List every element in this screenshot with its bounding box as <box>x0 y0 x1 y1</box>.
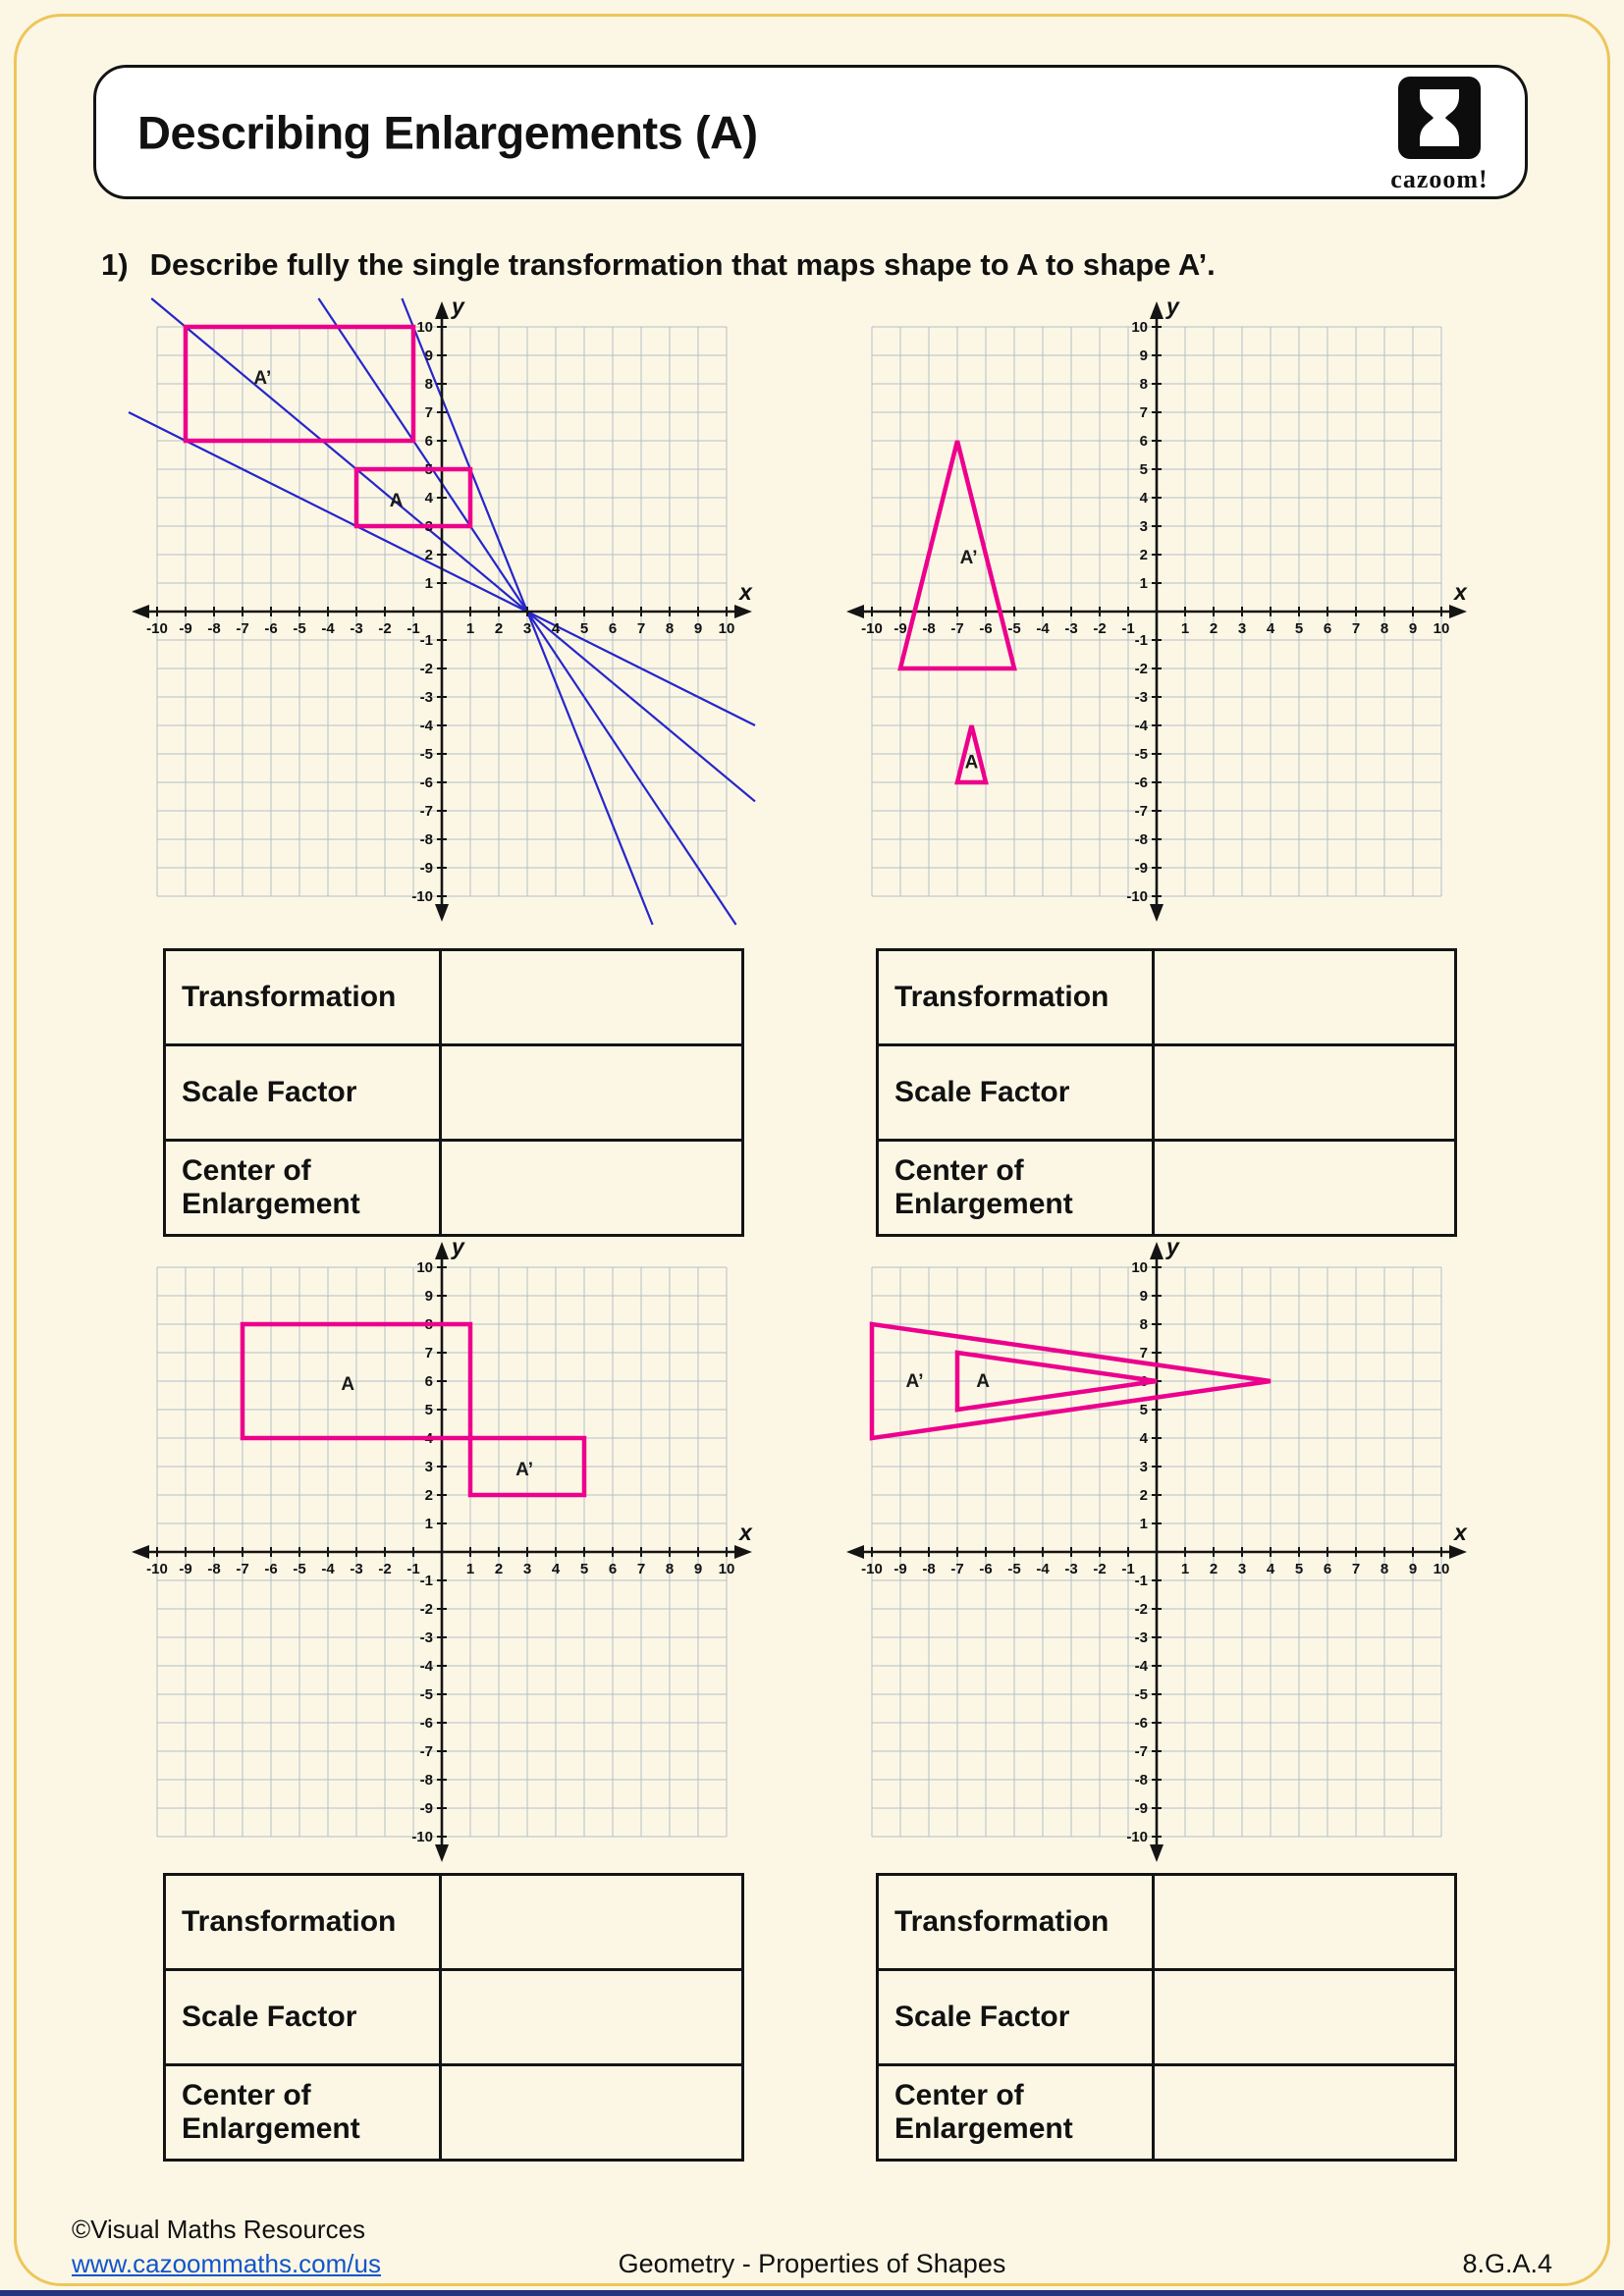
svg-text:-3: -3 <box>1134 689 1148 706</box>
svg-text:-7: -7 <box>236 1561 249 1577</box>
svg-text:1: 1 <box>1139 575 1148 592</box>
svg-text:3: 3 <box>424 518 433 535</box>
svg-text:-4: -4 <box>321 620 335 637</box>
svg-text:8: 8 <box>424 1316 433 1333</box>
svg-text:x: x <box>1454 1520 1467 1545</box>
svg-text:9: 9 <box>424 347 433 364</box>
svg-text:-2: -2 <box>1134 661 1148 677</box>
svg-text:8: 8 <box>1380 1561 1389 1577</box>
cazoom-logo <box>1376 77 1503 194</box>
svg-text:9: 9 <box>424 1288 433 1305</box>
svg-text:y: y <box>452 1238 464 1259</box>
svg-text:3: 3 <box>1237 1561 1247 1577</box>
svg-text:-4: -4 <box>321 1561 335 1577</box>
svg-text:10: 10 <box>1433 620 1450 637</box>
table-row <box>878 1970 1456 2065</box>
svg-text:-5: -5 <box>419 746 433 763</box>
svg-text:-6: -6 <box>419 1715 433 1732</box>
svg-text:2: 2 <box>1139 1487 1148 1504</box>
svg-text:-2: -2 <box>1134 1601 1148 1618</box>
svg-text:1: 1 <box>1139 1516 1148 1532</box>
svg-text:9: 9 <box>1408 1561 1418 1577</box>
svg-text:6: 6 <box>424 433 433 450</box>
answer-cell-scale-factor <box>441 1045 743 1141</box>
svg-text:-4: -4 <box>419 718 433 734</box>
row-label-center-of-enlargement: Center of Enlargement <box>878 1141 1154 1236</box>
svg-text:-10: -10 <box>146 1561 168 1577</box>
svg-text:-8: -8 <box>419 1772 433 1789</box>
row-label-transformation: Transformation <box>878 1875 1154 1970</box>
svg-text:A’: A’ <box>515 1459 534 1480</box>
svg-text:1: 1 <box>424 575 433 592</box>
svg-text:7: 7 <box>1351 620 1361 637</box>
svg-text:1: 1 <box>1180 620 1190 637</box>
svg-text:1: 1 <box>465 620 475 637</box>
svg-text:-9: -9 <box>1134 860 1148 877</box>
svg-text:-7: -7 <box>236 620 249 637</box>
svg-text:-2: -2 <box>1093 1561 1107 1577</box>
svg-text:-8: -8 <box>922 620 936 637</box>
table-row <box>878 2065 1456 2161</box>
svg-text:7: 7 <box>636 1561 646 1577</box>
svg-text:-3: -3 <box>350 1561 363 1577</box>
row-label-scale-factor: Scale Factor <box>165 1045 441 1141</box>
svg-text:-1: -1 <box>406 620 420 637</box>
svg-text:10: 10 <box>416 1259 433 1276</box>
svg-text:-2: -2 <box>378 620 392 637</box>
svg-text:y: y <box>1166 1238 1179 1259</box>
table-row <box>165 1970 743 2065</box>
svg-text:2: 2 <box>494 620 504 637</box>
svg-text:5: 5 <box>1139 461 1148 478</box>
answer-cell-center-of-enlargement <box>1154 2065 1456 2161</box>
svg-text:4: 4 <box>551 1561 561 1577</box>
svg-text:-5: -5 <box>1134 1686 1148 1703</box>
svg-text:10: 10 <box>1131 1259 1148 1276</box>
svg-text:-1: -1 <box>1134 632 1148 649</box>
svg-text:A: A <box>389 490 404 511</box>
cazoom-logo-text: cazoom! <box>1390 165 1489 193</box>
svg-text:3: 3 <box>522 1561 532 1577</box>
svg-text:-8: -8 <box>207 1561 221 1577</box>
svg-text:-9: -9 <box>419 860 433 877</box>
svg-text:-10: -10 <box>861 1561 883 1577</box>
svg-text:-1: -1 <box>419 1573 433 1589</box>
table-row <box>165 1875 743 1970</box>
copyright-text: ©Visual Maths Resources <box>72 2215 366 2244</box>
svg-text:A’: A’ <box>959 547 978 568</box>
svg-text:8: 8 <box>1139 1316 1148 1333</box>
svg-text:10: 10 <box>1433 1561 1450 1577</box>
svg-text:-8: -8 <box>207 620 221 637</box>
bottom-border-line <box>0 2290 1624 2296</box>
svg-text:2: 2 <box>1209 1561 1218 1577</box>
svg-text:-1: -1 <box>1134 1573 1148 1589</box>
svg-text:-1: -1 <box>1121 620 1135 637</box>
svg-text:-6: -6 <box>419 774 433 791</box>
svg-text:4: 4 <box>551 620 561 637</box>
table-row <box>165 1045 743 1141</box>
svg-text:2: 2 <box>494 1561 504 1577</box>
svg-text:-10: -10 <box>1126 1829 1148 1845</box>
svg-text:5: 5 <box>1294 1561 1304 1577</box>
svg-text:1: 1 <box>1180 1561 1190 1577</box>
coordinate-grid-4 <box>842 1238 1471 1866</box>
svg-text:3: 3 <box>1237 620 1247 637</box>
svg-text:6: 6 <box>608 1561 618 1577</box>
table-row <box>878 1045 1456 1141</box>
table-row <box>878 950 1456 1045</box>
svg-text:9: 9 <box>1408 620 1418 637</box>
svg-text:-4: -4 <box>419 1658 433 1675</box>
svg-text:-6: -6 <box>979 1561 993 1577</box>
svg-text:A’: A’ <box>905 1371 924 1392</box>
svg-text:-6: -6 <box>1134 774 1148 791</box>
svg-text:-3: -3 <box>1134 1629 1148 1646</box>
svg-text:9: 9 <box>693 1561 703 1577</box>
answer-cell-scale-factor <box>1154 1970 1456 2065</box>
svg-text:6: 6 <box>608 620 618 637</box>
answer-table-3 <box>163 1873 744 2162</box>
svg-text:8: 8 <box>1380 620 1389 637</box>
svg-text:2: 2 <box>424 1487 433 1504</box>
svg-text:-1: -1 <box>419 632 433 649</box>
svg-text:4: 4 <box>1266 1561 1275 1577</box>
table-row <box>165 950 743 1045</box>
svg-text:A: A <box>964 752 979 774</box>
row-label-transformation: Transformation <box>165 950 441 1045</box>
svg-text:7: 7 <box>424 404 433 421</box>
svg-text:-4: -4 <box>1134 1658 1148 1675</box>
svg-text:-4: -4 <box>1134 718 1148 734</box>
svg-text:-5: -5 <box>1134 746 1148 763</box>
svg-text:6: 6 <box>1323 620 1332 637</box>
svg-text:-2: -2 <box>378 1561 392 1577</box>
svg-text:-2: -2 <box>419 1601 433 1618</box>
svg-text:-9: -9 <box>1134 1800 1148 1817</box>
row-label-center-of-enlargement: Center of Enlargement <box>165 1141 441 1236</box>
svg-text:y: y <box>1166 297 1179 319</box>
page-title: Describing Enlargements (A) <box>137 106 758 158</box>
row-label-transformation: Transformation <box>165 1875 441 1970</box>
standard-code: 8.G.A.4 <box>1462 2249 1552 2278</box>
svg-text:4: 4 <box>1139 490 1148 507</box>
svg-text:5: 5 <box>424 461 433 478</box>
svg-text:x: x <box>739 1520 752 1545</box>
svg-text:10: 10 <box>1131 319 1148 336</box>
svg-text:-7: -7 <box>950 620 964 637</box>
svg-text:A’: A’ <box>253 368 272 390</box>
svg-text:-4: -4 <box>1036 1561 1050 1577</box>
svg-text:7: 7 <box>424 1345 433 1362</box>
answer-cell-transformation <box>1154 950 1456 1045</box>
row-label-center-of-enlargement: Center of Enlargement <box>878 2065 1154 2161</box>
answer-table-2 <box>876 948 1457 1237</box>
svg-text:-7: -7 <box>1134 1743 1148 1760</box>
svg-text:3: 3 <box>1139 1459 1148 1475</box>
svg-text:4: 4 <box>1139 1430 1148 1447</box>
row-label-scale-factor: Scale Factor <box>165 1970 441 2065</box>
svg-text:2: 2 <box>1209 620 1218 637</box>
svg-text:-10: -10 <box>411 888 433 905</box>
row-label-center-of-enlargement: Center of Enlargement <box>165 2065 441 2161</box>
answer-table-4 <box>876 1873 1457 2162</box>
svg-text:-9: -9 <box>419 1800 433 1817</box>
svg-text:-8: -8 <box>922 1561 936 1577</box>
svg-text:5: 5 <box>579 1561 589 1577</box>
svg-text:-9: -9 <box>179 620 192 637</box>
hourglass-logo-icon <box>1398 77 1481 159</box>
svg-text:-3: -3 <box>1064 620 1078 637</box>
svg-text:7: 7 <box>1139 1345 1148 1362</box>
coordinate-grid-3 <box>128 1238 756 1866</box>
svg-text:6: 6 <box>1139 433 1148 450</box>
table-row <box>878 1141 1456 1236</box>
svg-text:-1: -1 <box>1121 1561 1135 1577</box>
svg-text:3: 3 <box>1139 518 1148 535</box>
svg-text:-10: -10 <box>146 620 168 637</box>
svg-text:-1: -1 <box>406 1561 420 1577</box>
svg-text:6: 6 <box>1139 1373 1148 1390</box>
svg-text:-3: -3 <box>419 1629 433 1646</box>
svg-text:-10: -10 <box>1126 888 1148 905</box>
table-row <box>165 2065 743 2161</box>
answer-table-1 <box>163 948 744 1237</box>
question-number: 1) <box>101 247 129 282</box>
svg-text:9: 9 <box>1139 347 1148 364</box>
answer-cell-center-of-enlargement <box>441 2065 743 2161</box>
svg-text:-8: -8 <box>1134 1772 1148 1789</box>
svg-text:8: 8 <box>665 620 675 637</box>
svg-text:-6: -6 <box>979 620 993 637</box>
svg-text:10: 10 <box>416 319 433 336</box>
row-label-transformation: Transformation <box>878 950 1154 1045</box>
svg-text:A: A <box>341 1373 355 1395</box>
svg-text:-5: -5 <box>1007 620 1021 637</box>
svg-text:4: 4 <box>1266 620 1275 637</box>
row-label-scale-factor: Scale Factor <box>878 1970 1154 2065</box>
svg-text:-4: -4 <box>1036 620 1050 637</box>
svg-text:-3: -3 <box>419 689 433 706</box>
svg-text:2: 2 <box>1139 547 1148 563</box>
question-1 <box>101 247 1216 283</box>
table-row <box>878 1875 1456 1970</box>
row-label-scale-factor: Scale Factor <box>878 1045 1154 1141</box>
svg-text:-7: -7 <box>419 1743 433 1760</box>
svg-text:3: 3 <box>424 1459 433 1475</box>
svg-text:-8: -8 <box>419 831 433 848</box>
svg-text:x: x <box>739 579 752 605</box>
svg-text:9: 9 <box>693 620 703 637</box>
answer-cell-transformation <box>441 950 743 1045</box>
svg-text:3: 3 <box>522 620 532 637</box>
table-row <box>165 1141 743 1236</box>
svg-text:6: 6 <box>1323 1561 1332 1577</box>
svg-text:8: 8 <box>1139 376 1148 393</box>
svg-text:-3: -3 <box>1064 1561 1078 1577</box>
answer-cell-transformation <box>1154 1875 1456 1970</box>
coordinate-grid-2 <box>842 297 1471 926</box>
coordinate-grid-1 <box>128 297 756 926</box>
svg-text:1: 1 <box>465 1561 475 1577</box>
svg-text:8: 8 <box>424 376 433 393</box>
svg-text:2: 2 <box>424 547 433 563</box>
svg-text:8: 8 <box>665 1561 675 1577</box>
svg-text:5: 5 <box>1139 1402 1148 1418</box>
svg-text:-7: -7 <box>1134 803 1148 820</box>
svg-text:-8: -8 <box>1134 831 1148 848</box>
svg-text:-5: -5 <box>1007 1561 1021 1577</box>
svg-text:-6: -6 <box>264 620 278 637</box>
svg-text:5: 5 <box>1294 620 1304 637</box>
website-link[interactable]: www.cazoommaths.com/us <box>72 2249 381 2279</box>
svg-text:y: y <box>452 297 464 319</box>
svg-text:5: 5 <box>424 1402 433 1418</box>
svg-text:-5: -5 <box>293 1561 306 1577</box>
svg-text:7: 7 <box>1139 404 1148 421</box>
svg-text:10: 10 <box>718 620 735 637</box>
answer-cell-center-of-enlargement <box>1154 1141 1456 1236</box>
worksheet-header <box>93 65 1528 199</box>
answer-cell-center-of-enlargement <box>441 1141 743 1236</box>
svg-text:4: 4 <box>424 1430 433 1447</box>
svg-text:-3: -3 <box>350 620 363 637</box>
svg-text:-2: -2 <box>1093 620 1107 637</box>
svg-text:7: 7 <box>636 620 646 637</box>
answer-cell-scale-factor <box>1154 1045 1456 1141</box>
svg-text:-6: -6 <box>1134 1715 1148 1732</box>
svg-text:-7: -7 <box>419 803 433 820</box>
svg-text:7: 7 <box>1351 1561 1361 1577</box>
svg-text:5: 5 <box>579 620 589 637</box>
svg-text:-5: -5 <box>419 1686 433 1703</box>
svg-text:-9: -9 <box>893 1561 907 1577</box>
svg-text:-7: -7 <box>950 1561 964 1577</box>
svg-text:A: A <box>976 1371 990 1392</box>
svg-text:4: 4 <box>424 490 433 507</box>
svg-text:-9: -9 <box>893 620 907 637</box>
svg-text:-6: -6 <box>264 1561 278 1577</box>
svg-text:-10: -10 <box>411 1829 433 1845</box>
svg-text:-5: -5 <box>293 620 306 637</box>
answer-cell-scale-factor <box>441 1970 743 2065</box>
svg-text:-10: -10 <box>861 620 883 637</box>
svg-text:-2: -2 <box>419 661 433 677</box>
question-text: Describe fully the single transformation that maps shape to A to shape A’. <box>149 247 1216 282</box>
svg-text:-9: -9 <box>179 1561 192 1577</box>
svg-text:x: x <box>1454 579 1467 605</box>
svg-text:1: 1 <box>424 1516 433 1532</box>
answer-cell-transformation <box>441 1875 743 1970</box>
footer-subject: Geometry - Properties of Shapes <box>618 2249 1006 2278</box>
svg-text:6: 6 <box>424 1373 433 1390</box>
svg-text:9: 9 <box>1139 1288 1148 1305</box>
svg-text:10: 10 <box>718 1561 735 1577</box>
